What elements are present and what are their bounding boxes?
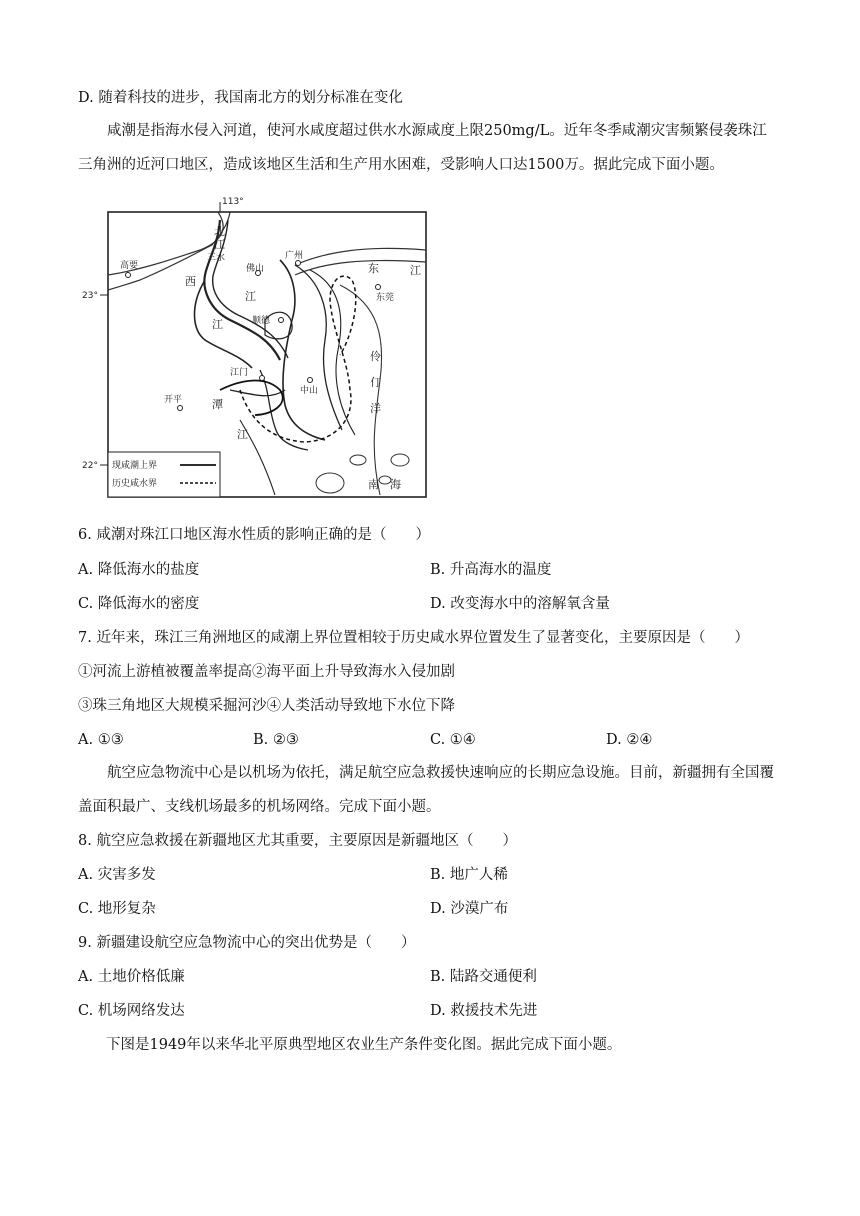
intro-air-logistics: 航空应急物流中心是以机场为依托，满足航空应急救援快速响应的长期应急设施。目前，新疆拥有全国覆盖面积最广、支线机场最多的机场网络。完成下面小题。 (78, 765, 774, 815)
q7-option-d[interactable]: D. ②④ (606, 732, 653, 748)
q7-statements-1: ①河流上游植被覆盖率提高②海平面上升导致海水入侵加剧 (78, 664, 455, 680)
q8-option-a[interactable]: A. 灾害多发 (78, 867, 156, 883)
lat-22-label: 22° (82, 461, 98, 471)
legend-history-label: 历史咸水界 (112, 479, 158, 489)
q9-option-d[interactable]: D. 救援技术先进 (430, 1003, 538, 1019)
q7-statements-2: ③珠三角地区大规模采掘河沙④人类活动导致地下水位下降 (78, 698, 455, 714)
q6-option-c[interactable]: C. 降低海水的密度 (78, 596, 200, 612)
label-ling: 伶 (370, 350, 381, 363)
q9-stem: 9. 新疆建设航空应急物流中心的突出优势是（ ） (78, 935, 416, 951)
label-sanshui: 三水 (207, 253, 226, 263)
legend-current-label: 现咸潮上界 (112, 461, 158, 471)
label-jiang-east: 江 (410, 264, 421, 277)
q7-option-c[interactable]: C. ①④ (430, 732, 476, 748)
label-dong: 东 (368, 262, 379, 275)
label-kaiping: 开平 (164, 395, 183, 405)
pearl-river-delta-map (80, 190, 440, 500)
label-nanhai: 南 海 (368, 478, 401, 491)
label-jiangmen: 江门 (230, 368, 249, 378)
label-zhongshan: 中山 (300, 386, 319, 396)
label-xi: 西 (185, 275, 196, 288)
q9-option-b[interactable]: B. 陆路交通便利 (430, 969, 537, 985)
label-jiang-west1: 江 (245, 290, 256, 303)
label-jiang-south: 江 (237, 428, 248, 441)
label-dongguan: 东莞 (376, 293, 395, 303)
q6-option-a[interactable]: A. 降低海水的盐度 (78, 562, 200, 578)
q7-stem: 7. 近年来，珠江三角洲地区的咸潮上界位置相较于历史咸水界位置发生了显著变化，主要原因是（ ） (78, 630, 749, 646)
intro-north-china-plain: 下图是1949年以来华北平原典型地区农业生产条件变化图。据此完成下面小题。 (106, 1037, 622, 1053)
q8-option-d[interactable]: D. 沙漠广布 (430, 901, 509, 917)
label-jiang-west2: 江 (212, 318, 223, 331)
q9-option-a[interactable]: A. 土地价格低廉 (78, 969, 185, 985)
label-shunde: 顺德 (252, 316, 271, 326)
label-ding: 仃 (370, 376, 381, 389)
q8-option-b[interactable]: B. 地广人稀 (430, 867, 508, 883)
q8-option-c[interactable]: C. 地形复杂 (78, 901, 156, 917)
q9-option-c[interactable]: C. 机场网络发达 (78, 1003, 185, 1019)
label-tan: 潭 (212, 398, 223, 411)
intro-salt-tide: 咸潮是指海水侵入河道，使河水咸度超过供水水源咸度上限250mg/L。近年冬季咸潮灾害频繁侵袭珠江三角洲的近河口地区，造成该地区生活和生产用水困难，受影响人口达1500万。据此完成下面小题。 (78, 123, 767, 173)
option-d-previous: D. 随着科技的进步，我国南北方的划分标准在变化 (78, 90, 403, 106)
lon-113-label: 113° (222, 197, 244, 207)
label-guangzhou: 广州 (285, 251, 304, 261)
label-yang: 洋 (370, 402, 381, 415)
label-gaoyao: 高要 (120, 261, 139, 271)
lat-23-label: 23° (82, 291, 98, 301)
label-foshan: 佛山 (246, 264, 265, 274)
q7-option-b[interactable]: B. ②③ (253, 732, 299, 748)
label-bei: 北 (214, 225, 225, 238)
q8-stem: 8. 航空应急救援在新疆地区尤其重要，主要原因是新疆地区（ ） (78, 833, 517, 849)
q6-option-d[interactable]: D. 改变海水中的溶解氧含量 (430, 596, 610, 612)
q7-option-a[interactable]: A. ①③ (78, 732, 124, 748)
q6-stem: 6. 咸潮对珠江口地区海水性质的影响正确的是（ ） (78, 527, 430, 543)
q6-option-b[interactable]: B. 升高海水的温度 (430, 562, 552, 578)
label-jiang-north: 江 (214, 238, 225, 251)
